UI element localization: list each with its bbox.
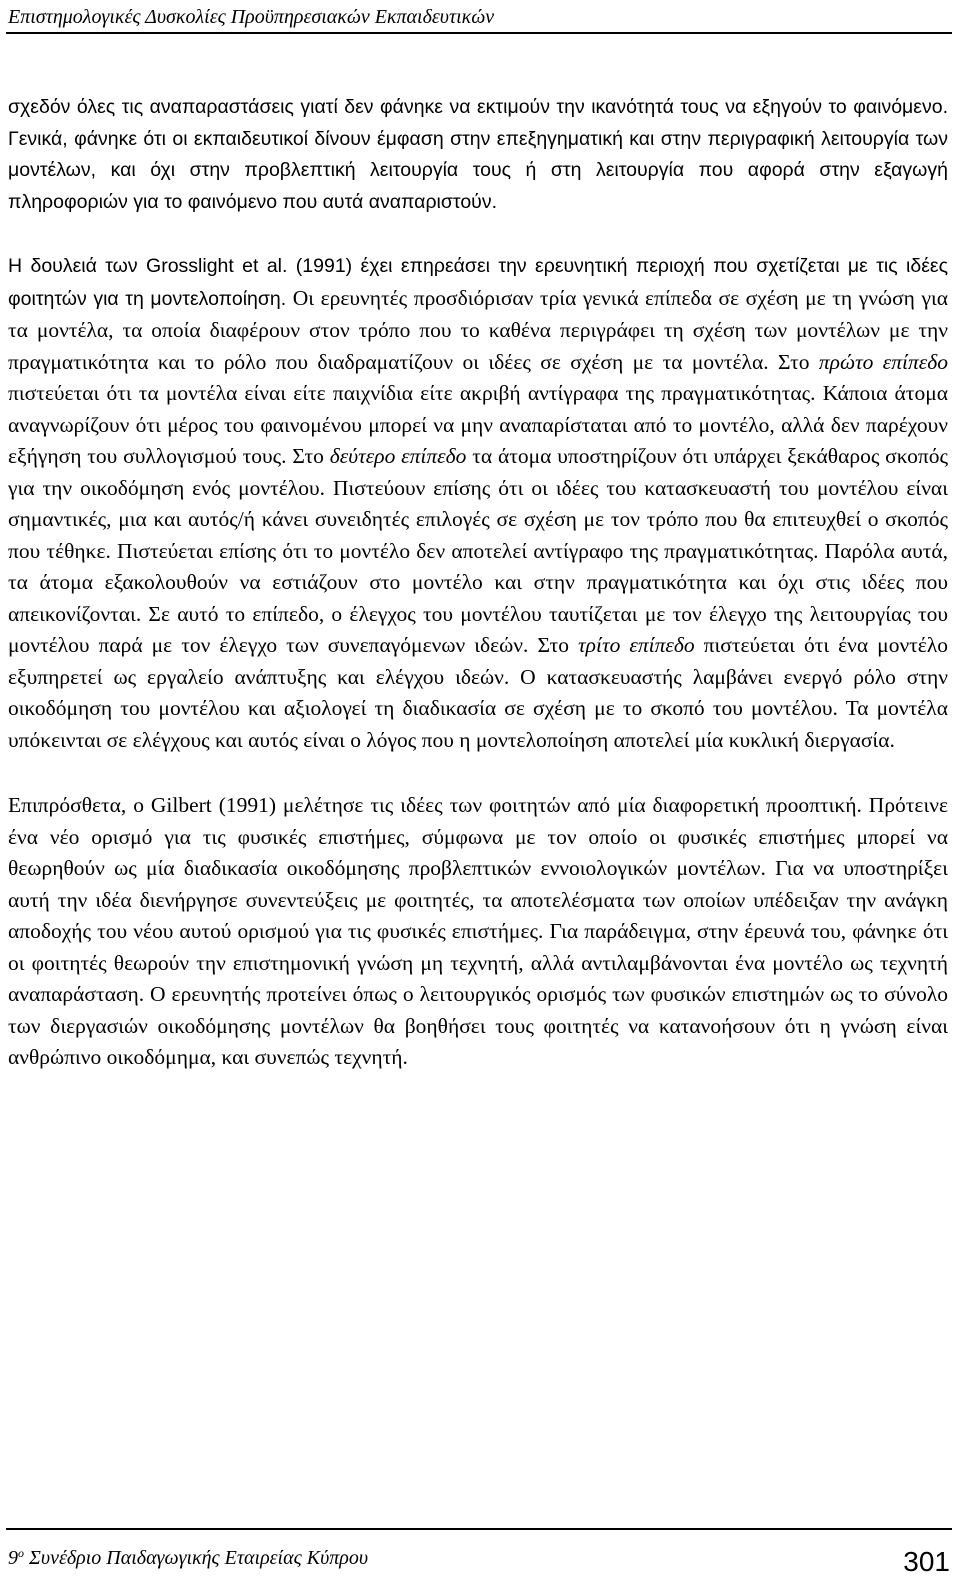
conference-number: 9 xyxy=(8,1547,18,1569)
paragraph-2-lead: Η δουλειά των Grosslight et al. (1991) έχει επηρεάσει την ερευνητική περιοχή που σχετίζεται με τις ιδέες φοιτητών για τη μοντελοποίηση. xyxy=(8,255,948,310)
paragraph-2-text: πιστεύεται ότι ένα μοντέλο εξυπηρετεί ως εργαλείο ανάπτυξης και ελέγχου ιδεών. Ο κατασκευαστής λαμβάνει ενεργό ρόλο στην οικοδόμηση του μοντέλου και αξιολογεί τη διαδικασία σε σχέση με το σκοπό του μοντέλου. Τα μοντέλα υπόκεινται σε ελέγχους και αυτός είναι ο λόγος που η μοντελοποίηση αποτελεί μία κυκλική διεργασία. xyxy=(8,633,949,752)
paragraph-1 xyxy=(8,92,948,218)
level-one-term: πρώτο επίπεδο xyxy=(818,349,948,374)
paragraph-gap xyxy=(8,756,948,790)
paragraph-gap xyxy=(8,218,948,250)
level-two-term: δεύτερο επίπεδο xyxy=(329,444,467,468)
body-text xyxy=(8,92,948,1074)
paragraph-2-text: Οι ερευνητές προσδιόρισαν τρία γενικά επίπεδα σε σχέση με τη γνώση για τα μοντέλα, τα οποία διαφέρουν στον τρόπο που το καθένα περιγράφει τη σχέση των μοντέλων με την πραγματικότητα και το ρόλο που διαδραματίζουν οι ιδέες σε σχέση με τα μοντέλα. Στο xyxy=(8,285,948,374)
footer-rule xyxy=(6,1528,952,1530)
running-footer xyxy=(8,1540,368,1571)
conference-ordinal: ο xyxy=(18,1546,24,1560)
conference-name: Συνέδριο Παιδαγωγικής Εταιρείας Κύπρου xyxy=(29,1547,369,1569)
paragraph-2-text: πιστεύεται ότι τα μοντέλα είναι είτε παιχνίδια είτε ακριβή αντίγραφα της πραγματικότητας. Κάποια άτομα αναγνωρίζουν ότι μέρος του φαινομένου μπορεί να μην αναπαρίσταται από το μοντέλο, αλλά δεν παρέχουν εξήγηση του συλλογισμού τους. Στο xyxy=(8,381,948,468)
header-rule xyxy=(6,32,952,34)
paragraph-2-text: τα άτομα υποστηρίζουν ότι υπάρχει ξεκάθαρος σκοπός για την οικοδόμηση ενός μοντέλου. Πιστεύουν επίσης ότι οι ιδέες του κατασκευαστή του μοντέλου είναι σημαντικές, μια και αυτός/ή κάνει συνειδητές επιλογές σε σχέση με τον τρόπο που θα επιτευχθεί ο σκοπός που τέθηκε. Πιστεύεται επίσης ότι το μοντέλο δεν αποτελεί αντίγραφο της πραγματικότητας. Παρόλα αυτά, τα άτομα εξακολουθούν να εστιάζουν στο μοντέλο και στην πραγματικότητα και όχι στις ιδέες που απεικονίζονται. Σε αυτό το επίπεδο, ο έλεγχος του μοντέλου ταυτίζεται με τον έλεγχο της λειτουργίας του μοντέλου παρά με τον έλεγχο των συνεπαγόμενων ιδεών. xyxy=(8,444,948,657)
paragraph-1-text: σχεδόν όλες τις αναπαραστάσεις γιατί δεν φάνηκε να εκτιμούν την ικανότητά τους να εξηγούν το φαινόμενο. Γενικά, φάνηκε ότι οι εκπαιδευτικοί δίνουν έμφαση στην επεξηγηματική και στην περιγραφική λειτουργία των μοντέλων, και όχι στην προβλεπτική λειτουργία τους ή στη λειτουργία που αφορά στην εξαγωγή πληροφοριών για το φαινόμενο που αυτά αναπαριστούν. xyxy=(8,96,948,213)
level-three-term: τρίτο επίπεδο xyxy=(577,633,695,657)
paragraph-3 xyxy=(8,790,948,1074)
page-number: 301 xyxy=(903,1546,950,1577)
paragraph-2 xyxy=(8,250,948,756)
paragraph-3-text: Επιπρόσθετα, ο Gilbert (1991) μελέτησε τις ιδέες των φοιτητών από μία διαφορετική προοπτική. Πρότεινε ένα νέο ορισμό για τις φυσικές επιστήμες, σύμφωνα με τον οποίο οι φυσικές επιστήμες μπορεί να θεωρηθούν ως μία διαδικασία οικοδόμησης προβλεπτικών εννοιολογικών μοντέλων. Για να υποστηρίξει αυτή την ιδέα διενήργησε συνεντεύξεις με φοιτητές, τα αποτελέσματα των οποίων υπέδειξαν την ανάγκη αποδοχής του νέου αυτού ορισμού για τις φυσικές επιστήμες. Για παράδειγμα, στην έρευνά του, φάνηκε ότι οι φοιτητές θεωρούν την επιστημονική γνώση μη τεχνητή, αλλά αντιλαμβάνονται ένα μοντέλο ως τεχνητή αναπαράσταση. Ο ερευνητής προτείνει όπως ο λειτουργικός ορισμός των φυσικών επιστημών ως το σύνολο των διεργασιών οικοδόμησης μοντέλων θα βοηθήσει τους φοιτητές να κατανοήσουν ότι η γνώση είναι ανθρώπινο οικοδόμημα, και συνεπώς τεχνητή. xyxy=(8,793,948,1069)
paragraph-2-text: Στο xyxy=(537,633,578,657)
running-header: Επιστημολογικές Δυσκολίες Προϋπηρεσιακών Εκπαιδευτικών xyxy=(8,6,495,28)
